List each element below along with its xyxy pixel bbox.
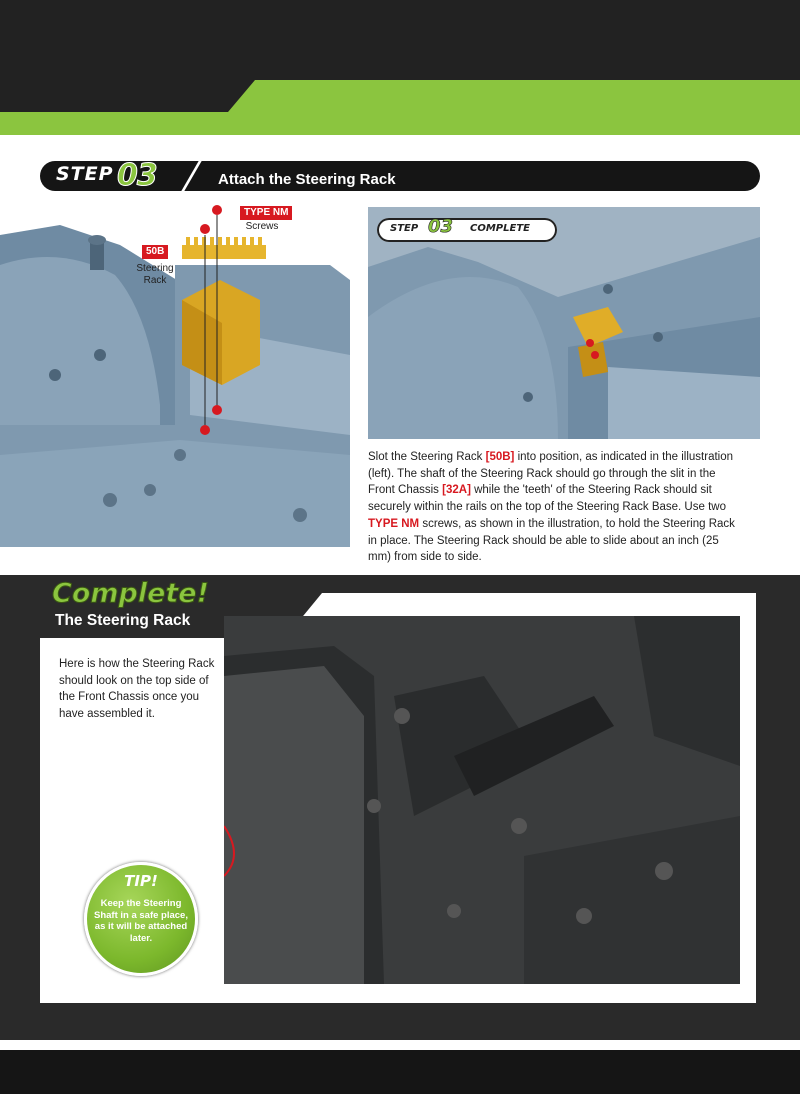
header-shape	[0, 0, 800, 135]
complete-heading: Complete!	[52, 578, 209, 609]
assembly-illustration	[0, 205, 350, 547]
screw-caption: Screws	[245, 221, 279, 232]
complete-subtitle: The Steering Rack	[55, 612, 191, 629]
rack-caption-line-2: Rack	[143, 275, 167, 286]
assembled-chassis-photo	[224, 616, 740, 984]
step-number: 03	[117, 158, 157, 193]
complete-badge-number: 03	[428, 216, 454, 237]
step-title: Attach the Steering Rack	[218, 171, 396, 188]
complete-badge-step: STEP	[390, 223, 419, 234]
screw-type-badge: TYPE NM	[240, 206, 292, 220]
screw-ref-type-nm: TYPE NM	[368, 517, 420, 530]
complete-badge-label: COMPLETE	[470, 223, 530, 234]
part-ref-32a: [32A]	[442, 484, 471, 497]
step-label: STEP	[56, 163, 114, 185]
part-ref-50b: [50B]	[485, 451, 515, 463]
tip-text: Keep the Steering Shaft in a safe place, as it will be attached later.	[94, 898, 188, 944]
complete-intro-text: Here is how the Steering Rack should look on the top side of the Front Chassis once you have assembled it.	[59, 658, 215, 721]
tip-heading: TIP!	[124, 872, 158, 890]
rack-part-badge: 50B	[142, 245, 168, 259]
footer-band	[0, 1050, 800, 1094]
instruction-paragraph: Slot the Steering Rack [50B] into position, as indicated in the illustration (left). The shaft of the Steering Rack should go through the slit in the Front Chassis [32A] while the 'teeth' of the Steering Rack should sit securely within the rails on the top of the Steering Rack Base. Use two TYPE NM screws, as shown in the illustration, to hold the Steering Rack in place. The Steering Rack should be able to slide about an inch (25 mm) from side to side.	[368, 451, 735, 564]
rack-caption-line-1: Steering	[136, 263, 174, 274]
